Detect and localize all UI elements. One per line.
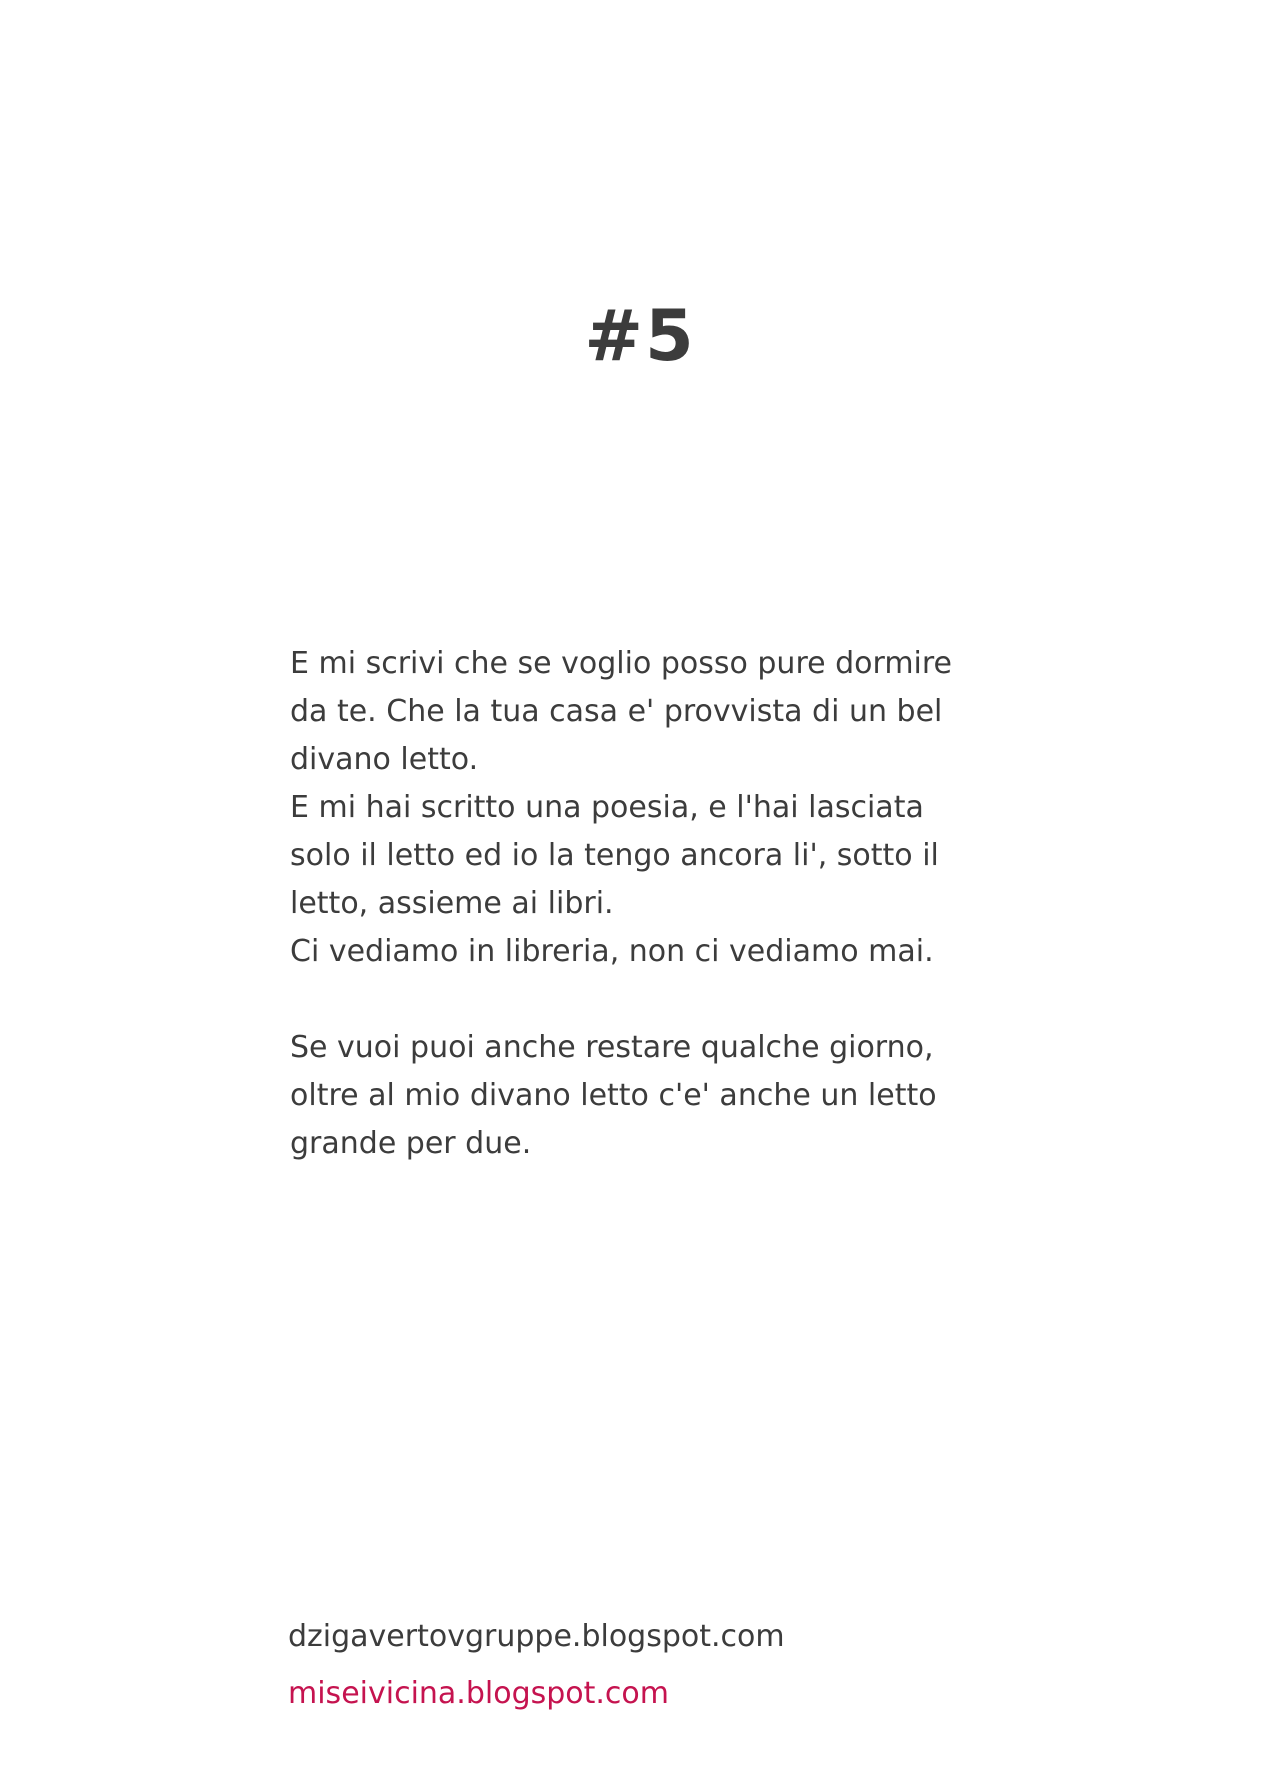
poem-line: E mi scrivi che se voglio posso pure dormire (290, 646, 953, 681)
poem-paragraph-1 (290, 640, 1010, 976)
poem-body (290, 640, 1010, 1168)
poem-paragraph-2 (290, 1024, 1010, 1168)
poem-line: E mi hai scritto una poesia, e l'hai lasciata (290, 790, 924, 825)
poem-line: letto, assieme ai libri. (290, 886, 614, 921)
poem-line: Se vuoi puoi anche restare qualche giorno, (290, 1030, 934, 1065)
poem-line: Ci vediamo in libreria, non ci vediamo mai. (290, 934, 934, 969)
poem-line: da te. Che la tua casa e' provvista di un bel (290, 694, 943, 729)
footer-url-miseivicina[interactable]: miseivicina.blogspot.com (288, 1676, 670, 1711)
poem-line: solo il letto ed io la tengo ancora li', sotto il (290, 838, 939, 873)
poem-line: divano letto. (290, 742, 479, 777)
footer-url-dzigavertovgruppe[interactable]: dzigavertovgruppe.blogspot.com (288, 1619, 785, 1654)
page-title: #5 (584, 295, 696, 377)
footer (288, 1608, 785, 1722)
poem-line: oltre al mio divano letto c'e' anche un letto (290, 1078, 937, 1113)
poem-line: grande per due. (290, 1126, 532, 1161)
